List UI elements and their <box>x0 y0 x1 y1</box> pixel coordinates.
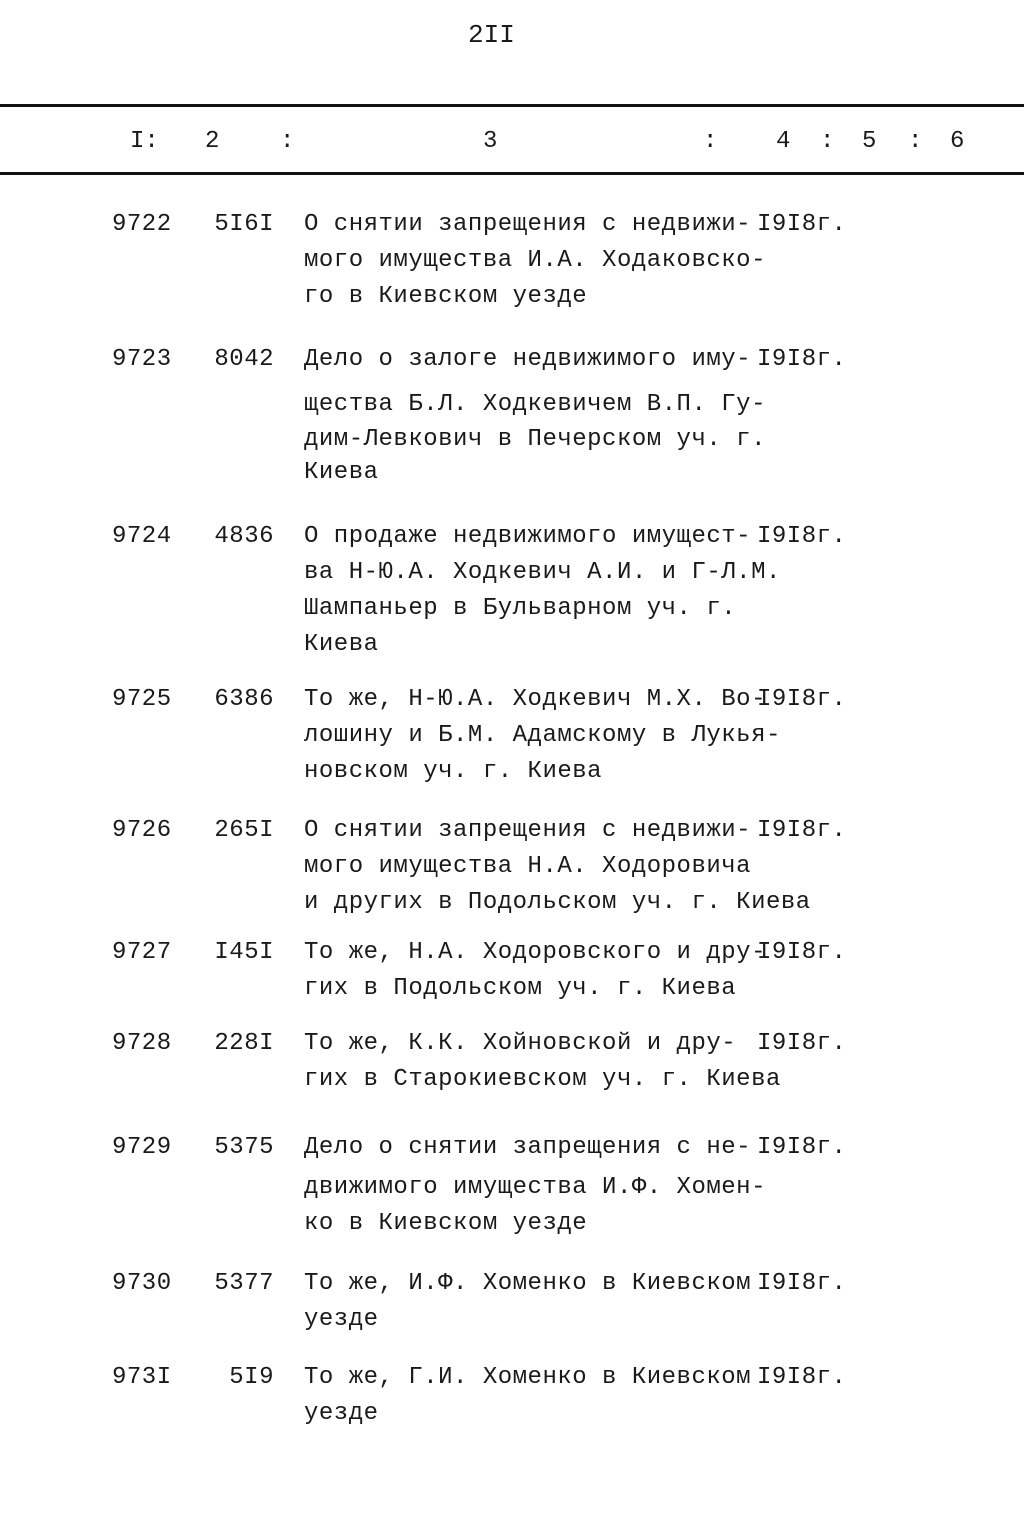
item-year: I9I8г. <box>757 346 847 373</box>
item-number: 9725 <box>112 686 172 713</box>
item-number: 9724 <box>112 523 172 550</box>
item-number: 9726 <box>112 817 172 844</box>
item-title-line: То же, И.Ф. Хоменко в Киевском <box>304 1270 752 1297</box>
archive-code: 228I <box>214 1030 274 1057</box>
item-title-line: уезде <box>304 1400 379 1427</box>
item-title-line: Дело о снятии запрещения с не- <box>304 1134 752 1161</box>
item-title-line: и других в Подольском уч. г. Киева <box>304 889 811 916</box>
item-title-line: новском уч. г. Киева <box>304 758 603 785</box>
header-col6: 6 <box>950 128 965 155</box>
header-col1: I: <box>130 128 159 155</box>
item-title-line: движимого имущества И.Ф. Хомен- <box>304 1174 766 1201</box>
item-title-line: мого имущества И.А. Ходаковско- <box>304 247 766 274</box>
header-bottom-rule <box>0 172 1024 175</box>
item-title-line: гих в Старокиевском уч. г. Киева <box>304 1066 781 1093</box>
item-title-line: Шампаньер в Бульварном уч. г. <box>304 595 737 622</box>
item-title-line: ко в Киевском уезде <box>304 1210 588 1237</box>
item-number: 9730 <box>112 1270 172 1297</box>
item-year: I9I8г. <box>757 1364 847 1391</box>
item-number: 9728 <box>112 1030 172 1057</box>
archive-code: 6386 <box>214 686 274 713</box>
item-title-line: гих в Подольском уч. г. Киева <box>304 975 737 1002</box>
item-year: I9I8г. <box>757 1134 847 1161</box>
item-number: 9722 <box>112 211 172 238</box>
archive-code: I45I <box>214 939 274 966</box>
page-number: 2II <box>468 20 515 50</box>
header-col5: 5 <box>862 128 877 155</box>
item-number: 973I <box>112 1364 172 1391</box>
item-title-line: О продаже недвижимого имущест- <box>304 523 752 550</box>
item-number: 9727 <box>112 939 172 966</box>
archive-code: 5I6I <box>214 211 274 238</box>
item-year: I9I8г. <box>757 939 847 966</box>
item-title-line: щества Б.Л. Ходкевичем В.П. Гу- <box>304 391 766 418</box>
item-year: I9I8г. <box>757 1270 847 1297</box>
item-title-line: О снятии запрещения с недвижи- <box>304 817 752 844</box>
item-title-line: дим-Левкович в Печерском уч. г. <box>304 426 766 453</box>
header-col3: 3 <box>483 128 498 155</box>
header-sep: : <box>703 128 718 155</box>
item-title-line: То же, К.К. Хойновской и дру- <box>304 1030 737 1057</box>
item-year: I9I8г. <box>757 1030 847 1057</box>
archive-code: 5I9 <box>229 1364 274 1391</box>
archive-code: 5377 <box>214 1270 274 1297</box>
header-col4: 4 <box>776 128 791 155</box>
header-sep: : <box>908 128 923 155</box>
item-number: 9723 <box>112 346 172 373</box>
item-year: I9I8г. <box>757 817 847 844</box>
item-title-line: О снятии запрещения с недвижи- <box>304 211 752 238</box>
archive-code: 265I <box>214 817 274 844</box>
item-title-line: Киева <box>304 631 379 658</box>
item-title-line: уезде <box>304 1306 379 1333</box>
item-year: I9I8г. <box>757 523 847 550</box>
item-title-line: лошину и Б.М. Адамскому в Лукья- <box>304 722 781 749</box>
item-title-line: Дело о залоге недвижимого иму- <box>304 346 752 373</box>
item-title-line: го в Киевском уезде <box>304 283 588 310</box>
item-title-line: ва Н-Ю.А. Ходкевич А.И. и Г-Л.М. <box>304 559 781 586</box>
item-title-line: То же, Г.И. Хоменко в Киевском <box>304 1364 752 1391</box>
header-top-rule <box>0 104 1024 107</box>
archive-code: 8042 <box>214 346 274 373</box>
archive-code: 5375 <box>214 1134 274 1161</box>
item-title-line: мого имущества Н.А. Ходоровича <box>304 853 752 880</box>
item-year: I9I8г. <box>757 211 847 238</box>
header-col2: 2 <box>205 128 220 155</box>
archive-code: 4836 <box>214 523 274 550</box>
item-title-line: Киева <box>304 459 379 486</box>
header-sep: : <box>280 128 295 155</box>
item-title-line: То же, Н.А. Ходоровского и дру- <box>304 939 766 966</box>
header-sep: : <box>820 128 835 155</box>
item-year: I9I8г. <box>757 686 847 713</box>
item-number: 9729 <box>112 1134 172 1161</box>
item-title-line: То же, Н-Ю.А. Ходкевич М.Х. Во- <box>304 686 766 713</box>
